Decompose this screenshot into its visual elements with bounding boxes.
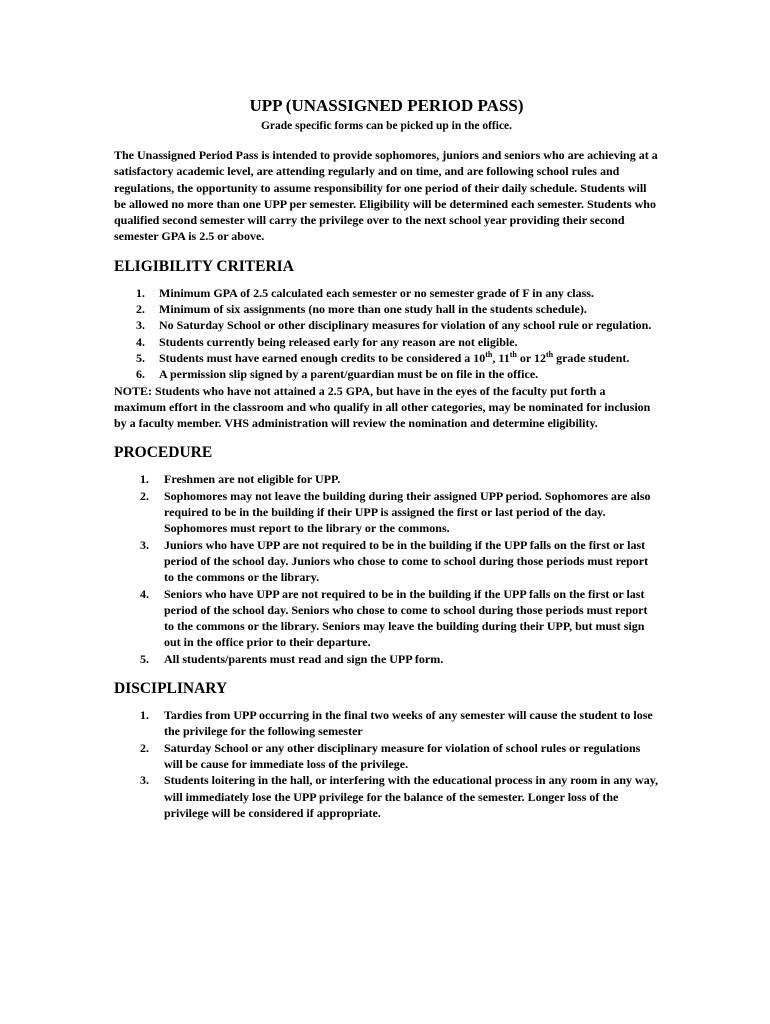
eligibility-heading: ELIGIBILITY CRITERIA [114,257,294,275]
list-item [114,350,659,366]
item-text: Saturday School or any other disciplinary measure for violation of school rules or regulations will be cause for immediate loss of the privilege. [164,740,641,771]
eligibility-list [114,285,659,383]
item-number: 2. [136,302,145,317]
item-number: 2. [140,488,149,503]
item-text: All students/parents must read and sign the UPP form. [164,651,444,666]
item-text: Students currently being released early for any reason are not eligible. [159,334,518,349]
eligibility-note: NOTE: Students who have not attained a 2.5 GPA, but have in the eyes of the faculty put forth a maximum effort in the classroom and who qualify in all other categories, may be nominated for inclusion by a faculty member. VHS administration will review the nomination and determine eligibility. [114,383,651,431]
item-text: Seniors who have UPP are not required to be in the building if the UPP falls on the first or last period of the school day. Seniors who chose to come to school during those periods must report to the commons or the library. Seniors may leave the building during their UPP, but must sign out in the office prior to their departure. [164,586,648,650]
list-item [114,334,659,350]
item-number: 1. [136,285,145,300]
item-text: Freshmen are not eligible for UPP. [164,472,341,487]
item-text: Minimum GPA of 2.5 calculated each semester or no semester grade of F in any class. [159,285,594,300]
item-text: Juniors who have UPP are not required to be in the building if the UPP falls on the first or last period of the school day. Juniors who chose to come to school during those periods must report to the commons or the library. [164,537,649,585]
item-text: Minimum of six assignments (no more than one study hall in the students schedule). [159,302,587,317]
list-item [114,317,659,333]
item-text: No Saturday School or other disciplinary measures for violation of any school rule or regulation. [159,318,652,333]
list-item [114,471,659,487]
list-item [114,772,659,821]
item-number: 2. [140,740,149,755]
item-number: 4. [136,334,145,349]
item-number: 3. [140,773,149,788]
list-item [114,285,659,301]
list-item [114,707,659,740]
item-number: 3. [140,537,149,552]
list-item [114,651,659,667]
item-text: Students must have earned enough credits to be considered a 10th, 11th or 12th grade student. [159,349,630,365]
item-number: 4. [140,586,149,601]
list-item [114,488,659,537]
list-item [114,537,659,586]
procedure-list [114,471,659,667]
intro-paragraph: The Unassigned Period Pass is intended to provide sophomores, juniors and seniors who are achieving at a satisfactory academic level, are attending regularly and on time, and are following school rules and regulations, the opportunity to assume responsibility for one period of their daily schedule. Students will be allowed no more than one UPP per semester. Eligibility will be determined each semester. Students who qualified second semester will carry the privilege over to the next school year providing their second semester GPA is 2.5 or above. [114,148,658,244]
page-title: UPP (UNASSIGNED PERIOD PASS) [249,96,524,115]
list-item [114,366,659,382]
list-item [114,586,659,651]
item-text: A permission slip signed by a parent/guardian must be on file in the office. [159,367,539,382]
list-item [114,740,659,773]
item-text: Tardies from UPP occurring in the final two weeks of any semester will cause the student to lose the privilege for the following semester [164,708,653,739]
disciplinary-list [114,707,659,821]
item-number: 5. [136,350,145,365]
list-item [114,301,659,317]
disciplinary-heading: DISCIPLINARY [114,680,228,698]
item-number: 5. [140,651,149,666]
item-number: 1. [140,708,149,723]
procedure-heading: PROCEDURE [114,444,213,462]
item-text: Students loitering in the hall, or interfering with the educational process in any room in any way, will immediately lose the UPP privilege for the balance of the semester. Longer loss of the privilege will be considered if appropriate. [164,773,659,820]
page-subtitle: Grade specific forms can be picked up in the office. [260,120,513,132]
item-number: 6. [136,367,145,382]
item-number: 3. [136,318,145,333]
document-page [114,96,659,821]
item-number: 1. [140,472,149,487]
item-text: Sophomores may not leave the building during their assigned UPP period. Sophomores are also required to be in the building if their UPP is assigned the first or last period of the day. Sophomores must report to the library or the commons. [164,488,651,536]
